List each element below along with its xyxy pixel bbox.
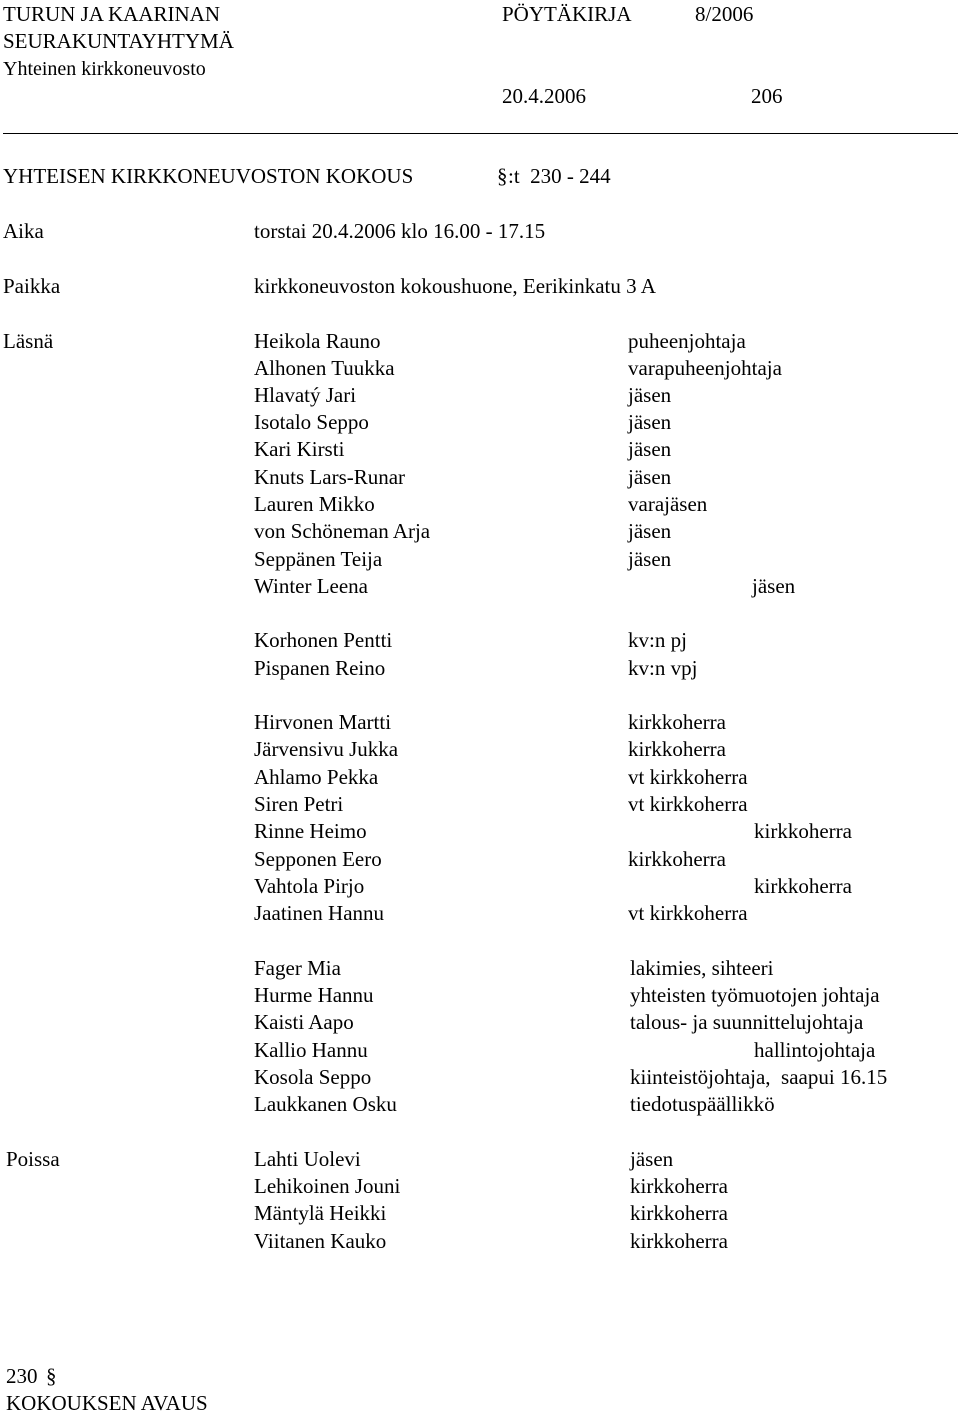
attendee-name: Laukkanen Osku bbox=[254, 1092, 397, 1116]
attendee-name: Jaatinen Hannu bbox=[254, 901, 385, 925]
attendee-role: talous- ja suunnittelujohtaja bbox=[630, 1010, 864, 1034]
absentee-role: kirkkoherra bbox=[630, 1229, 728, 1253]
attendee-role: jäsen bbox=[628, 519, 672, 543]
attendee-name: Järvensivu Jukka bbox=[254, 737, 399, 761]
attendee-name: Ahlamo Pekka bbox=[254, 765, 379, 789]
document-number: 8/2006 bbox=[695, 2, 754, 26]
attendee-role: vt kirkkoherra bbox=[628, 901, 748, 925]
attendee-name: Alhonen Tuukka bbox=[254, 356, 395, 380]
attendee-role: kirkkoherra bbox=[628, 847, 726, 871]
attendee-name: Siren Petri bbox=[254, 792, 344, 816]
attendee-role: puheenjohtaja bbox=[628, 329, 746, 353]
absentee-name: Viitanen Kauko bbox=[254, 1229, 387, 1253]
time-value: torstai 20.4.2006 klo 16.00 - 17.15 bbox=[254, 219, 546, 243]
attendee-role: kv:n vpj bbox=[628, 656, 698, 680]
attendee-name: Heikola Rauno bbox=[254, 329, 381, 353]
document-type: PÖYTÄKIRJA bbox=[502, 2, 632, 26]
attendee-role: yhteisten työmuotojen johtaja bbox=[630, 983, 880, 1007]
section-title: KOKOUKSEN AVAUS bbox=[6, 1391, 208, 1415]
attendee-role: tiedotuspäällikkö bbox=[630, 1092, 775, 1116]
attendee-role: varapuheenjohtaja bbox=[628, 356, 782, 380]
absentee-name: Mäntylä Heikki bbox=[254, 1201, 387, 1225]
meeting-sections-marker: § bbox=[497, 164, 508, 188]
attendee-role: jäsen bbox=[628, 383, 672, 407]
attendee-name: Fager Mia bbox=[254, 956, 341, 980]
absentee-name: Lehikoinen Jouni bbox=[254, 1174, 401, 1198]
section-marker: § bbox=[46, 1364, 57, 1388]
header-divider bbox=[3, 133, 958, 134]
attendee-role: vt kirkkoherra bbox=[628, 792, 748, 816]
org-name-line1: TURUN JA KAARINAN bbox=[3, 2, 221, 26]
attendee-role: jäsen bbox=[628, 465, 672, 489]
meeting-title: YHTEISEN KIRKKONEUVOSTON KOKOUS bbox=[3, 164, 414, 188]
absentee-role: jäsen bbox=[630, 1147, 674, 1171]
attendee-name: Korhonen Pentti bbox=[254, 628, 393, 652]
section-number: 230 bbox=[6, 1364, 38, 1388]
page-number: 206 bbox=[751, 84, 783, 108]
attendee-role: kirkkoherra bbox=[628, 710, 726, 734]
attendee-role: lakimies, sihteeri bbox=[630, 956, 774, 980]
attendee-name: Lauren Mikko bbox=[254, 492, 375, 516]
attendee-name: Hirvonen Martti bbox=[254, 710, 392, 734]
present-label: Läsnä bbox=[3, 329, 54, 353]
place-value: kirkkoneuvoston kokoushuone, Eerikinkatu 3 A bbox=[254, 274, 656, 298]
document-date: 20.4.2006 bbox=[502, 84, 586, 108]
attendee-name: Knuts Lars-Runar bbox=[254, 465, 406, 489]
attendee-name: Hurme Hannu bbox=[254, 983, 374, 1007]
attendee-name: Sepponen Eero bbox=[254, 847, 382, 871]
attendee-name: Hlavatý Jari bbox=[254, 383, 357, 407]
attendee-role: jäsen bbox=[628, 437, 672, 461]
attendee-role: jäsen bbox=[628, 410, 672, 434]
meeting-sections: :t 230 - 244 bbox=[508, 164, 611, 188]
attendee-role: jäsen bbox=[628, 547, 672, 571]
attendee-role: hallintojohtaja bbox=[754, 1038, 876, 1062]
attendee-role: kirkkoherra bbox=[628, 737, 726, 761]
attendee-role: jäsen bbox=[752, 574, 796, 598]
attendee-name: Rinne Heimo bbox=[254, 819, 367, 843]
attendee-name: Pispanen Reino bbox=[254, 656, 386, 680]
place-label: Paikka bbox=[3, 274, 61, 298]
attendee-role: vt kirkkoherra bbox=[628, 765, 748, 789]
attendee-name: Kari Kirsti bbox=[254, 437, 345, 461]
attendee-role: kiinteistöjohtaja, saapui 16.15 bbox=[630, 1065, 888, 1089]
attendee-role: kirkkoherra bbox=[754, 874, 852, 898]
absentee-role: kirkkoherra bbox=[630, 1174, 728, 1198]
attendee-name: Kaisti Aapo bbox=[254, 1010, 354, 1034]
attendee-name: Seppänen Teija bbox=[254, 547, 383, 571]
attendee-name: von Schöneman Arja bbox=[254, 519, 431, 543]
time-label: Aika bbox=[3, 219, 44, 243]
absent-label: Poissa bbox=[6, 1147, 60, 1171]
attendee-name: Winter Leena bbox=[254, 574, 369, 598]
attendee-name: Kallio Hannu bbox=[254, 1038, 368, 1062]
org-name-line3: Yhteinen kirkkoneuvosto bbox=[3, 58, 206, 80]
absentee-role: kirkkoherra bbox=[630, 1201, 728, 1225]
org-name-line2: SEURAKUNTAYHTYMÄ bbox=[3, 29, 234, 53]
attendee-name: Isotalo Seppo bbox=[254, 410, 369, 434]
absentee-name: Lahti Uolevi bbox=[254, 1147, 361, 1171]
attendee-role: varajäsen bbox=[628, 492, 708, 516]
attendee-name: Kosola Seppo bbox=[254, 1065, 372, 1089]
attendee-name: Vahtola Pirjo bbox=[254, 874, 365, 898]
attendee-role: kirkkoherra bbox=[754, 819, 852, 843]
attendee-role: kv:n pj bbox=[628, 628, 687, 652]
